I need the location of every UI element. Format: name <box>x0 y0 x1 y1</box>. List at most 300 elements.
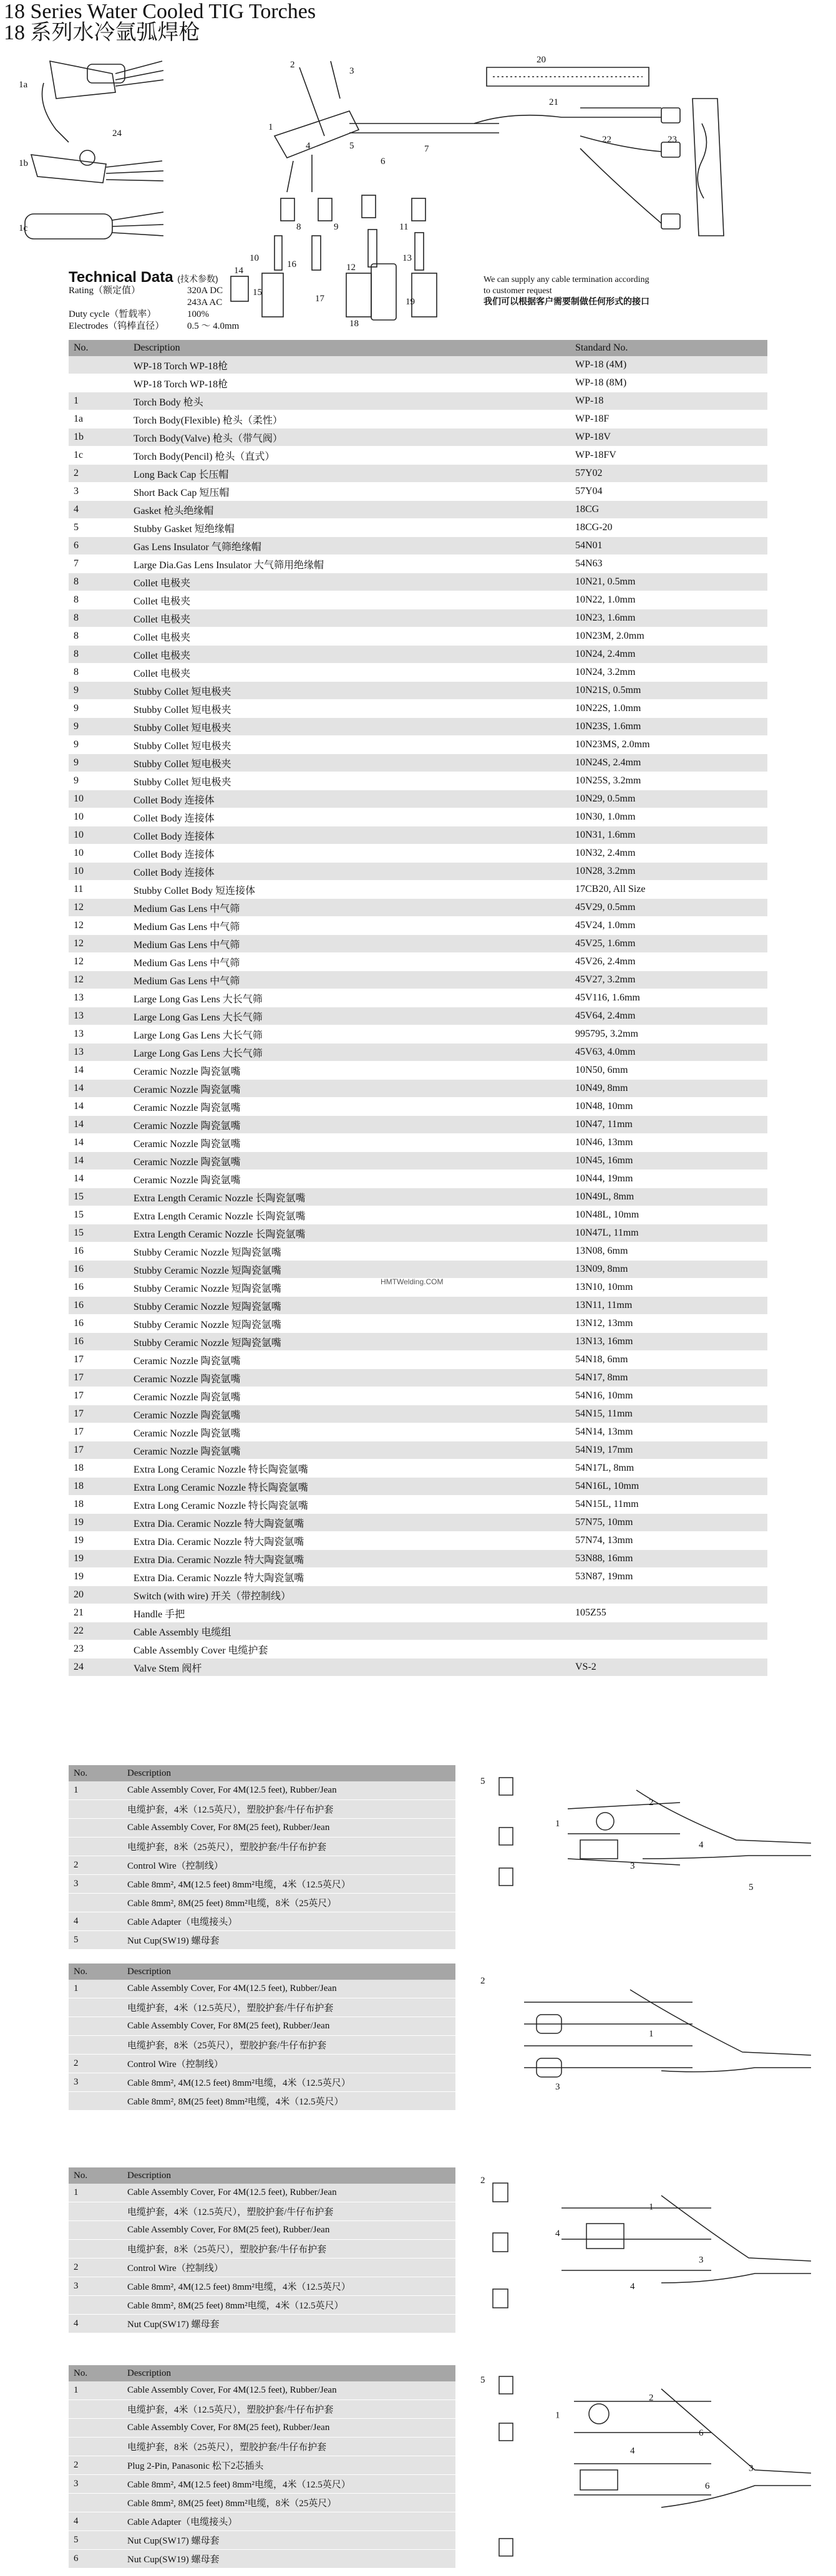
table-row <box>69 1931 455 1950</box>
table-header-row <box>69 1963 455 1980</box>
part-no <box>69 2240 122 2259</box>
part-description: Cable Assembly Cover, For 8M(25 feet), Rubber/Jean <box>122 2017 455 2036</box>
electrodes-row: Electrodes（钨棒直径） 0.5 ～ 4.0mm <box>69 321 240 331</box>
table-row <box>69 519 767 537</box>
part-description: Stubby Ceramic Nozzle 短陶瓷氩嘴 <box>129 1297 570 1315</box>
table-row <box>69 2240 455 2259</box>
table-header-row <box>69 2365 455 2381</box>
header-description: Description <box>122 2365 455 2381</box>
part-description: Cable 8mm², 4M(12.5 feet) 8mm²电缆，4米（12.5英尺） <box>122 2475 455 2494</box>
part-description: Extra Dia. Ceramic Nozzle 特大陶瓷氩嘴 <box>129 1514 570 1532</box>
table-row <box>69 2550 455 2569</box>
part-no: 23 <box>69 1640 129 1658</box>
standard-no: 45V25, 1.6mm <box>570 935 767 953</box>
part-no <box>69 2202 122 2221</box>
standard-no: 10N23S, 1.6mm <box>570 718 767 736</box>
part-no: 9 <box>69 700 129 718</box>
part-description: Ceramic Nozzle 陶瓷氩嘴 <box>129 1116 570 1134</box>
standard-no: 54N17L, 8mm <box>570 1460 767 1478</box>
standard-no: 13N08, 6mm <box>570 1242 767 1261</box>
part-description: Torch Body(Valve) 枪头（带气阀） <box>129 429 570 447</box>
cable-diagram-2 <box>474 1965 824 2114</box>
table-row <box>69 447 767 465</box>
part-no: 10 <box>69 863 129 881</box>
table-row <box>69 2475 455 2494</box>
part-no: 11 <box>69 881 129 899</box>
cable-diagram-4 <box>474 2364 824 2564</box>
table-row <box>69 1781 455 1800</box>
standard-no: 10N23, 1.6mm <box>570 609 767 627</box>
table-row <box>69 465 767 483</box>
cable-table-2 <box>69 1963 455 2111</box>
part-description: Stubby Collet 短电极夹 <box>129 754 570 772</box>
table-row <box>69 1998 455 2017</box>
callout-label: 5 <box>480 2375 485 2385</box>
callout-label: 4 <box>555 2229 560 2239</box>
part-description: Torch Body 枪头 <box>129 392 570 410</box>
table-row <box>69 2531 455 2550</box>
cable-table-1 <box>69 1765 455 1950</box>
table-row <box>69 700 767 718</box>
table-row <box>69 917 767 935</box>
part-description: Stubby Collet 短电极夹 <box>129 682 570 700</box>
part-description: 电缆护套，8米（25英尺），塑胶护套/牛仔布护套 <box>122 1838 455 1856</box>
part-description: Ceramic Nozzle 陶瓷氩嘴 <box>129 1387 570 1405</box>
part-description: Extra Length Ceramic Nozzle 长陶瓷氩嘴 <box>129 1224 570 1242</box>
part-description: Ceramic Nozzle 陶瓷氩嘴 <box>129 1134 570 1152</box>
table-row <box>69 790 767 808</box>
standard-no: 10N21, 0.5mm <box>570 573 767 591</box>
part-description: Short Back Cap 短压帽 <box>129 483 570 501</box>
part-no <box>69 1819 122 1838</box>
standard-no <box>570 1586 767 1604</box>
table-row <box>69 537 767 555</box>
table-row <box>69 2419 455 2438</box>
part-no: 15 <box>69 1224 129 1242</box>
part-no: 1a <box>69 410 129 429</box>
callout-label: 2 <box>649 2393 654 2403</box>
part-description: Cable Adapter（电缆接头） <box>122 2512 455 2531</box>
table-row <box>69 2400 455 2419</box>
standard-no: 13N11, 11mm <box>570 1297 767 1315</box>
part-no: 2 <box>69 2456 122 2475</box>
part-no: 3 <box>69 483 129 501</box>
part-no: 12 <box>69 899 129 917</box>
part-description: Stubby Ceramic Nozzle 短陶瓷氩嘴 <box>129 1315 570 1333</box>
callout-label: 6 <box>705 2481 710 2491</box>
part-no: 14 <box>69 1062 129 1080</box>
part-no: 1b <box>69 429 129 447</box>
part-no: 1 <box>69 2184 122 2202</box>
standard-no: 54N63 <box>570 555 767 573</box>
standard-no: 10N49, 8mm <box>570 1080 767 1098</box>
standard-no: 45V24, 1.0mm <box>570 917 767 935</box>
label-8: 8 <box>296 222 301 232</box>
part-description: Ceramic Nozzle 陶瓷氩嘴 <box>129 1152 570 1170</box>
part-no: 8 <box>69 609 129 627</box>
part-no: 13 <box>69 1043 129 1062</box>
part-no: 14 <box>69 1098 129 1116</box>
part-description: Extra Long Ceramic Nozzle 特长陶瓷氩嘴 <box>129 1460 570 1478</box>
part-description: Extra Long Ceramic Nozzle 特长陶瓷氩嘴 <box>129 1496 570 1514</box>
part-no: 18 <box>69 1460 129 1478</box>
part-description: Large Dia.Gas Lens Insulator 大气筛用绝缘帽 <box>129 555 570 573</box>
watermark: HMTWelding.COM <box>381 1277 444 1286</box>
part-no: 14 <box>69 1080 129 1098</box>
part-description: Valve Stem 阀杆 <box>129 1658 570 1677</box>
label-19: 19 <box>406 297 415 307</box>
part-description: Collet 电极夹 <box>129 591 570 609</box>
part-description: 电缆护套，8米（25英尺），塑胶护套/牛仔布护套 <box>122 2240 455 2259</box>
standard-no: 10N47, 11mm <box>570 1116 767 1134</box>
standard-no: 17CB20, All Size <box>570 881 767 899</box>
table-row <box>69 374 767 392</box>
part-description: Cable Assembly Cover, For 4M(12.5 feet), Rubber/Jean <box>122 2381 455 2400</box>
standard-no: 10N24, 2.4mm <box>570 646 767 664</box>
part-description: 电缆护套，4米（12.5英尺），塑胶护套/牛仔布护套 <box>122 1998 455 2017</box>
part-description: 电缆护套，4米（12.5英尺），塑胶护套/牛仔布护套 <box>122 2202 455 2221</box>
part-no: 16 <box>69 1315 129 1333</box>
callout-label: 3 <box>555 2082 560 2092</box>
part-no: 13 <box>69 1007 129 1025</box>
part-no: 1 <box>69 1980 122 1998</box>
callout-label: 1 <box>649 2029 654 2039</box>
part-description: 电缆护套，8米（25英尺），塑胶护套/牛仔布护套 <box>122 2036 455 2055</box>
table-row <box>69 2259 455 2277</box>
part-no: 9 <box>69 736 129 754</box>
standard-no: 53N88, 16mm <box>570 1550 767 1568</box>
part-description: Extra Dia. Ceramic Nozzle 特大陶瓷氩嘴 <box>129 1532 570 1550</box>
standard-no: VS-2 <box>570 1658 767 1677</box>
callout-label: 2 <box>480 2176 485 2186</box>
part-no: 21 <box>69 1604 129 1622</box>
part-description: Handle 手把 <box>129 1604 570 1622</box>
part-no: 4 <box>69 1912 122 1931</box>
table-row <box>69 664 767 682</box>
table-row <box>69 429 767 447</box>
table-row <box>69 935 767 953</box>
part-description: 电缆护套，4米（12.5英尺），塑胶护套/牛仔布护套 <box>122 2400 455 2419</box>
callout-label: 6 <box>699 2428 704 2438</box>
part-description: Medium Gas Lens 中气筛 <box>129 917 570 935</box>
standard-no: 105Z55 <box>570 1604 767 1622</box>
standard-no: 18CG-20 <box>570 519 767 537</box>
part-description: Collet Body 连接体 <box>129 863 570 881</box>
header-description: Description <box>129 340 570 356</box>
part-description: Cable Assembly Cover, For 4M(12.5 feet), Rubber/Jean <box>122 1781 455 1800</box>
table-row <box>69 845 767 863</box>
part-no: 14 <box>69 1116 129 1134</box>
standard-no: 54N01 <box>570 537 767 555</box>
callout-label: 3 <box>630 1861 635 1871</box>
standard-no: 10N32, 2.4mm <box>570 845 767 863</box>
table-row <box>69 754 767 772</box>
table-row <box>69 1586 767 1604</box>
table-row <box>69 1152 767 1170</box>
part-description: Collet 电极夹 <box>129 573 570 591</box>
part-no <box>69 356 129 374</box>
part-no: 16 <box>69 1333 129 1351</box>
part-description: 电缆护套，4米（12.5英尺），塑胶护套/牛仔布护套 <box>122 1800 455 1819</box>
label-14: 14 <box>234 266 243 276</box>
table-row <box>69 2494 455 2512</box>
table-row <box>69 2315 455 2333</box>
part-description: Medium Gas Lens 中气筛 <box>129 935 570 953</box>
label-13: 13 <box>402 253 412 263</box>
part-description: Ceramic Nozzle 陶瓷氩嘴 <box>129 1423 570 1441</box>
standard-no: 10N22, 1.0mm <box>570 591 767 609</box>
table-row <box>69 2184 455 2202</box>
label-22: 22 <box>602 135 611 145</box>
label-9: 9 <box>334 222 339 232</box>
table-row <box>69 1025 767 1043</box>
part-description: Extra Length Ceramic Nozzle 长陶瓷氩嘴 <box>129 1188 570 1206</box>
standard-no: 10N28, 3.2mm <box>570 863 767 881</box>
table-row <box>69 1134 767 1152</box>
part-description: Cable 8mm², 4M(12.5 feet) 8mm²电缆，4米（12.5英尺） <box>122 1875 455 1894</box>
part-no: 6 <box>69 537 129 555</box>
termination-note: We can supply any cable termination according to customer request 我们可以根据客户需要制做任何形式的接口 <box>484 275 649 307</box>
part-description: Control Wire（控制线） <box>122 1856 455 1875</box>
part-description: Stubby Collet 短电极夹 <box>129 736 570 754</box>
part-no: 8 <box>69 646 129 664</box>
part-description: Cable Assembly Cover 电缆护套 <box>129 1640 570 1658</box>
duty-row: Duty cycle（暂载率） 100% <box>69 309 209 319</box>
standard-no: 54N15L, 11mm <box>570 1496 767 1514</box>
part-no <box>69 2221 122 2240</box>
part-no: 13 <box>69 989 129 1007</box>
part-no: 3 <box>69 2475 122 2494</box>
standard-no: 10N29, 0.5mm <box>570 790 767 808</box>
part-no <box>69 2036 122 2055</box>
part-description: Ceramic Nozzle 陶瓷氩嘴 <box>129 1062 570 1080</box>
part-description: Control Wire（控制线） <box>122 2055 455 2073</box>
part-no: 24 <box>69 1658 129 1677</box>
part-no: 1 <box>69 2381 122 2400</box>
table-row <box>69 1224 767 1242</box>
standard-no: 57N75, 10mm <box>570 1514 767 1532</box>
standard-no: 54N19, 17mm <box>570 1441 767 1460</box>
part-description: Cable 8mm², 8M(25 feet) 8mm²电缆，8米（25英尺） <box>122 2494 455 2512</box>
part-description: Medium Gas Lens 中气筛 <box>129 899 570 917</box>
label-7: 7 <box>424 144 429 154</box>
part-description: Ceramic Nozzle 陶瓷氩嘴 <box>129 1369 570 1387</box>
part-description: Stubby Ceramic Nozzle 短陶瓷氩嘴 <box>129 1261 570 1279</box>
rating-row: Rating（额定值） 320A DC <box>69 286 223 296</box>
label-17: 17 <box>315 294 324 304</box>
cable-table-3 <box>69 2167 455 2333</box>
standard-no <box>570 1640 767 1658</box>
table-row <box>69 826 767 845</box>
table-row <box>69 1622 767 1640</box>
standard-no: 54N17, 8mm <box>570 1369 767 1387</box>
label-4: 4 <box>306 141 311 151</box>
part-no: 12 <box>69 953 129 971</box>
table-row <box>69 682 767 700</box>
standard-no: 10N24S, 2.4mm <box>570 754 767 772</box>
table-row <box>69 1568 767 1586</box>
table-row <box>69 1116 767 1134</box>
standard-no: 13N13, 16mm <box>570 1333 767 1351</box>
part-description: Stubby Ceramic Nozzle 短陶瓷氩嘴 <box>129 1242 570 1261</box>
table-row <box>69 1170 767 1188</box>
part-description: Cable Assembly Cover, For 4M(12.5 feet), Rubber/Jean <box>122 2184 455 2202</box>
part-no: 5 <box>69 2531 122 2550</box>
table-row <box>69 1297 767 1315</box>
standard-no: 54N15, 11mm <box>570 1405 767 1423</box>
part-description: Torch Body(Flexible) 枪头（柔性） <box>129 410 570 429</box>
part-description: Cable Assembly 电缆组 <box>129 1622 570 1640</box>
part-no: 19 <box>69 1568 129 1586</box>
table-row <box>69 591 767 609</box>
table-row <box>69 1875 455 1894</box>
part-description: Cable 8mm², 4M(12.5 feet) 8mm²电缆，4米（12.5英尺） <box>122 2073 455 2092</box>
standard-no: 13N10, 10mm <box>570 1279 767 1297</box>
standard-no: 53N87, 19mm <box>570 1568 767 1586</box>
standard-no: 10N22S, 1.0mm <box>570 700 767 718</box>
table-row <box>69 1098 767 1116</box>
part-description: Stubby Ceramic Nozzle 短陶瓷氩嘴 <box>129 1333 570 1351</box>
part-no: 22 <box>69 1622 129 1640</box>
label-18: 18 <box>349 319 359 329</box>
part-no: 5 <box>69 1931 122 1950</box>
table-row <box>69 1333 767 1351</box>
table-row <box>69 1441 767 1460</box>
part-no: 8 <box>69 591 129 609</box>
part-description: Torch Body(Pencil) 枪头（直式） <box>129 447 570 465</box>
part-description: Stubby Collet 短电极夹 <box>129 700 570 718</box>
part-no: 16 <box>69 1261 129 1279</box>
header-no: No. <box>69 1963 122 1980</box>
part-no: 8 <box>69 627 129 646</box>
part-no: 14 <box>69 1170 129 1188</box>
part-no: 10 <box>69 845 129 863</box>
part-no: 16 <box>69 1279 129 1297</box>
technical-data-title: Technical Data (技术参数) <box>69 269 218 286</box>
part-no <box>69 2017 122 2036</box>
table-row <box>69 2202 455 2221</box>
standard-no: 10N48L, 10mm <box>570 1206 767 1224</box>
part-description: Stubby Collet Body 短连接体 <box>129 881 570 899</box>
part-no: 9 <box>69 718 129 736</box>
table-header-row <box>69 340 767 356</box>
part-description: Cable Assembly Cover, For 8M(25 feet), Rubber/Jean <box>122 1819 455 1838</box>
part-description: Cable 8mm², 8M(25 feet) 8mm²电缆，4米（12.5英尺） <box>122 2092 455 2111</box>
part-no: 19 <box>69 1532 129 1550</box>
part-description: Ceramic Nozzle 陶瓷氩嘴 <box>129 1080 570 1098</box>
table-row <box>69 808 767 826</box>
part-no: 4 <box>69 2512 122 2531</box>
table-row <box>69 573 767 591</box>
part-description: Medium Gas Lens 中气筛 <box>129 953 570 971</box>
table-row <box>69 2438 455 2456</box>
header-description: Description <box>122 2167 455 2184</box>
part-no: 16 <box>69 1242 129 1261</box>
part-no: 19 <box>69 1550 129 1568</box>
table-row <box>69 2221 455 2240</box>
part-no <box>69 1800 122 1819</box>
part-description: Cable Adapter（电缆接头） <box>122 1912 455 1931</box>
part-no: 17 <box>69 1423 129 1441</box>
callout-label: 4 <box>699 1840 704 1850</box>
part-no: 2 <box>69 2259 122 2277</box>
part-description: Cable 8mm², 8M(25 feet) 8mm²电缆，4米（12.5英尺） <box>122 2296 455 2315</box>
table-row <box>69 1188 767 1206</box>
part-no: 15 <box>69 1188 129 1206</box>
part-no: 16 <box>69 1297 129 1315</box>
part-no <box>69 1894 122 1912</box>
header-standard-no: Standard No. <box>570 340 767 356</box>
part-description: Stubby Collet 短电极夹 <box>129 772 570 790</box>
part-no <box>69 2400 122 2419</box>
callout-label: 1 <box>555 1819 560 1829</box>
part-description: Collet Body 连接体 <box>129 845 570 863</box>
part-no: 9 <box>69 682 129 700</box>
part-no: 1 <box>69 1781 122 1800</box>
label-1b: 1b <box>19 158 28 168</box>
part-description: Plug 2-Pin, Panasonic 松下2芯插头 <box>122 2456 455 2475</box>
table-row <box>69 392 767 410</box>
part-description: Medium Gas Lens 中气筛 <box>129 971 570 989</box>
label-12: 12 <box>346 263 356 273</box>
table-row <box>69 1856 455 1875</box>
standard-no: 10N23M, 2.0mm <box>570 627 767 646</box>
table-row <box>69 1062 767 1080</box>
label-15: 15 <box>253 288 262 298</box>
part-description: Large Long Gas Lens 大长气筛 <box>129 1007 570 1025</box>
header-description: Description <box>122 1765 455 1781</box>
part-no: 10 <box>69 808 129 826</box>
part-description: Collet Body 连接体 <box>129 808 570 826</box>
part-no <box>69 2438 122 2456</box>
callout-label: 1 <box>649 2202 654 2212</box>
part-no: 2 <box>69 465 129 483</box>
header-description: Description <box>122 1963 455 1980</box>
part-description: Stubby Gasket 短绝缘帽 <box>129 519 570 537</box>
header-no: No. <box>69 1765 122 1781</box>
table-row <box>69 410 767 429</box>
cable-diagram-1 <box>474 1765 824 1909</box>
table-row <box>69 1423 767 1441</box>
part-no: 12 <box>69 971 129 989</box>
part-no: 10 <box>69 826 129 845</box>
standard-no: 45V29, 0.5mm <box>570 899 767 917</box>
standard-no <box>570 1622 767 1640</box>
standard-no: 54N16L, 10mm <box>570 1478 767 1496</box>
table-row <box>69 1351 767 1369</box>
callout-label: 2 <box>480 1976 485 1986</box>
standard-no: 54N14, 13mm <box>570 1423 767 1441</box>
header-no: No. <box>69 2167 122 2184</box>
table-row <box>69 555 767 573</box>
standard-no: 45V64, 2.4mm <box>570 1007 767 1025</box>
table-row <box>69 953 767 971</box>
standard-no: 57N74, 13mm <box>570 1532 767 1550</box>
table-header-row <box>69 1765 455 1781</box>
callout-label: 1 <box>555 2410 560 2421</box>
standard-no: 10N47L, 11mm <box>570 1224 767 1242</box>
part-no: 5 <box>69 519 129 537</box>
part-description: Stubby Collet 短电极夹 <box>129 718 570 736</box>
table-row <box>69 2036 455 2055</box>
part-description: Gas Lens Insulator 气筛绝缘帽 <box>129 537 570 555</box>
standard-no: 10N45, 16mm <box>570 1152 767 1170</box>
part-description: Ceramic Nozzle 陶瓷氩嘴 <box>129 1441 570 1460</box>
part-description: Nut Cup(SW19) 螺母套 <box>122 1931 455 1950</box>
header-no: No. <box>69 2365 122 2381</box>
label-21: 21 <box>549 97 558 107</box>
callout-label: 4 <box>630 2446 635 2456</box>
